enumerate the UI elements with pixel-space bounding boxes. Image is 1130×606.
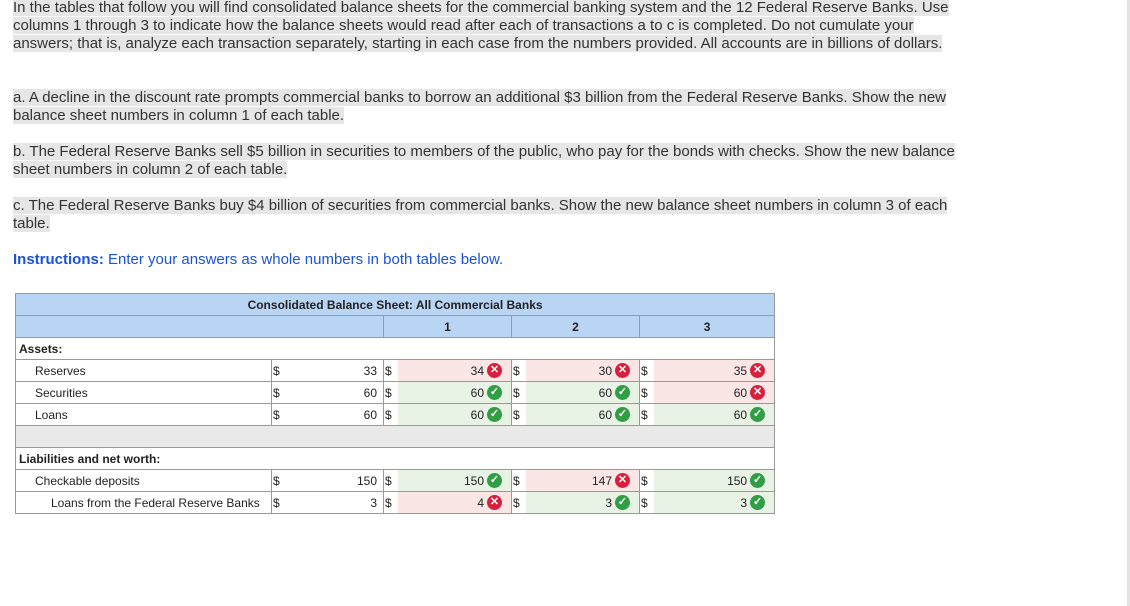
assets-heading: Assets: [16,338,775,360]
x-circle-icon: ✕ [615,363,630,378]
col-header-1: 1 [384,316,512,338]
answer-cell-col-3[interactable] [654,382,775,404]
base-value: 60 [286,382,384,404]
answer-cell-col-3[interactable] [654,404,775,426]
answer-cell-col-1[interactable] [398,492,512,514]
currency-sign: $ [512,360,526,382]
answer-cell-col-1[interactable] [398,360,512,382]
answer-cell-col-3[interactable] [654,360,775,382]
answer-cell-col-1[interactable] [398,470,512,492]
answer-input[interactable]: 34 [470,363,484,378]
row-label: Loans from the Federal Reserve Banks [16,492,272,514]
currency-sign: $ [512,492,526,514]
check-circle-icon: ✓ [615,495,630,510]
currency-sign: $ [384,492,398,514]
answer-cell-col-3[interactable] [654,492,775,514]
x-circle-icon: ✕ [615,473,630,488]
answer-input[interactable]: 60 [598,385,612,400]
currency-sign: $ [640,382,654,404]
table-row [16,470,775,492]
x-circle-icon: ✕ [487,363,502,378]
check-circle-icon: ✓ [615,385,630,400]
answer-input[interactable]: 150 [727,473,748,488]
check-circle-icon: ✓ [750,473,765,488]
base-value: 33 [286,360,384,382]
check-circle-icon: ✓ [750,407,765,422]
currency-sign: $ [272,492,286,514]
row-label: Reserves [16,360,272,382]
answer-input[interactable]: 60 [470,407,484,422]
answer-cell-col-2[interactable] [526,404,640,426]
question-part-b: b. The Federal Reserve Banks sell $5 billion in securities to members of the public, who pay for the bonds with checks. Show the new balance sheet numbers in column 2 of each table. [13,143,955,178]
row-label: Checkable deposits [16,470,272,492]
answer-cell-col-1[interactable] [398,404,512,426]
currency-sign: $ [512,470,526,492]
instructions [13,251,958,269]
instructions-text: Enter your answers as whole numbers in both tables below. [103,251,504,268]
base-value: 3 [286,492,384,514]
x-circle-icon: ✕ [487,495,502,510]
currency-sign: $ [512,404,526,426]
question-part-a: a. A decline in the discount rate prompts commercial banks to borrow an additional $3 billion from the Federal Reserve Banks. Show the new balance sheet numbers in column 1 of each table. [13,89,946,124]
header-blank [16,316,384,338]
balance-sheet-table [15,293,775,514]
col-header-2: 2 [512,316,640,338]
answer-input[interactable]: 35 [733,363,748,378]
answer-input[interactable]: 60 [598,407,612,422]
answer-input[interactable]: 147 [591,473,612,488]
currency-sign: $ [640,360,654,382]
currency-sign: $ [384,382,398,404]
table-row [16,404,775,426]
separator [16,426,775,448]
answer-cell-col-1[interactable] [398,382,512,404]
table-row [16,382,775,404]
answer-input[interactable]: 3 [605,495,612,510]
liabilities-heading: Liabilities and net worth: [16,448,775,470]
check-circle-icon: ✓ [487,407,502,422]
currency-sign: $ [640,492,654,514]
answer-input[interactable]: 3 [740,495,748,510]
currency-sign: $ [272,404,286,426]
check-circle-icon: ✓ [487,473,502,488]
currency-sign: $ [272,470,286,492]
currency-sign: $ [640,470,654,492]
question-intro: In the tables that follow you will find consolidated balance sheets for the commercial banking system and the 12 Federal Reserve Banks. Use columns 1 through 3 to indicate how the balance sheets would read after each of transactions a to c is completed. Do not cumulate your answers; that is, analyze each transaction separately, starting in each case from the numbers provided. All accounts are in billions of dollars. [13,0,949,52]
answer-cell-col-2[interactable] [526,470,640,492]
currency-sign: $ [272,382,286,404]
row-label: Securities [16,382,272,404]
currency-sign: $ [640,404,654,426]
check-circle-icon: ✓ [750,495,765,510]
currency-sign: $ [384,470,398,492]
answer-input[interactable]: 60 [470,385,484,400]
answer-input[interactable]: 150 [463,473,484,488]
answer-cell-col-2[interactable] [526,360,640,382]
x-circle-icon: ✕ [750,385,765,400]
answer-input[interactable]: 60 [733,385,748,400]
currency-sign: $ [272,360,286,382]
currency-sign: $ [512,382,526,404]
answer-cell-col-2[interactable] [526,382,640,404]
instructions-label: Instructions: [13,251,104,268]
answer-cell-col-3[interactable] [654,470,775,492]
base-value: 60 [286,404,384,426]
table-row [16,492,775,514]
check-circle-icon: ✓ [487,385,502,400]
currency-sign: $ [384,404,398,426]
question-part-c: c. The Federal Reserve Banks buy $4 billion of securities from commercial banks. Show the new balance sheet numbers in column 3 of each table. [13,197,948,232]
answer-input[interactable]: 60 [733,407,748,422]
col-header-3: 3 [640,316,775,338]
row-label: Loans [16,404,272,426]
answer-input[interactable]: 4 [477,495,484,510]
answer-input[interactable]: 30 [598,363,612,378]
currency-sign: $ [384,360,398,382]
answer-cell-col-2[interactable] [526,492,640,514]
x-circle-icon: ✕ [750,363,765,378]
base-value: 150 [286,470,384,492]
table-title: Consolidated Balance Sheet: All Commercial Banks [16,294,775,316]
check-circle-icon: ✓ [615,407,630,422]
table-row [16,360,775,382]
